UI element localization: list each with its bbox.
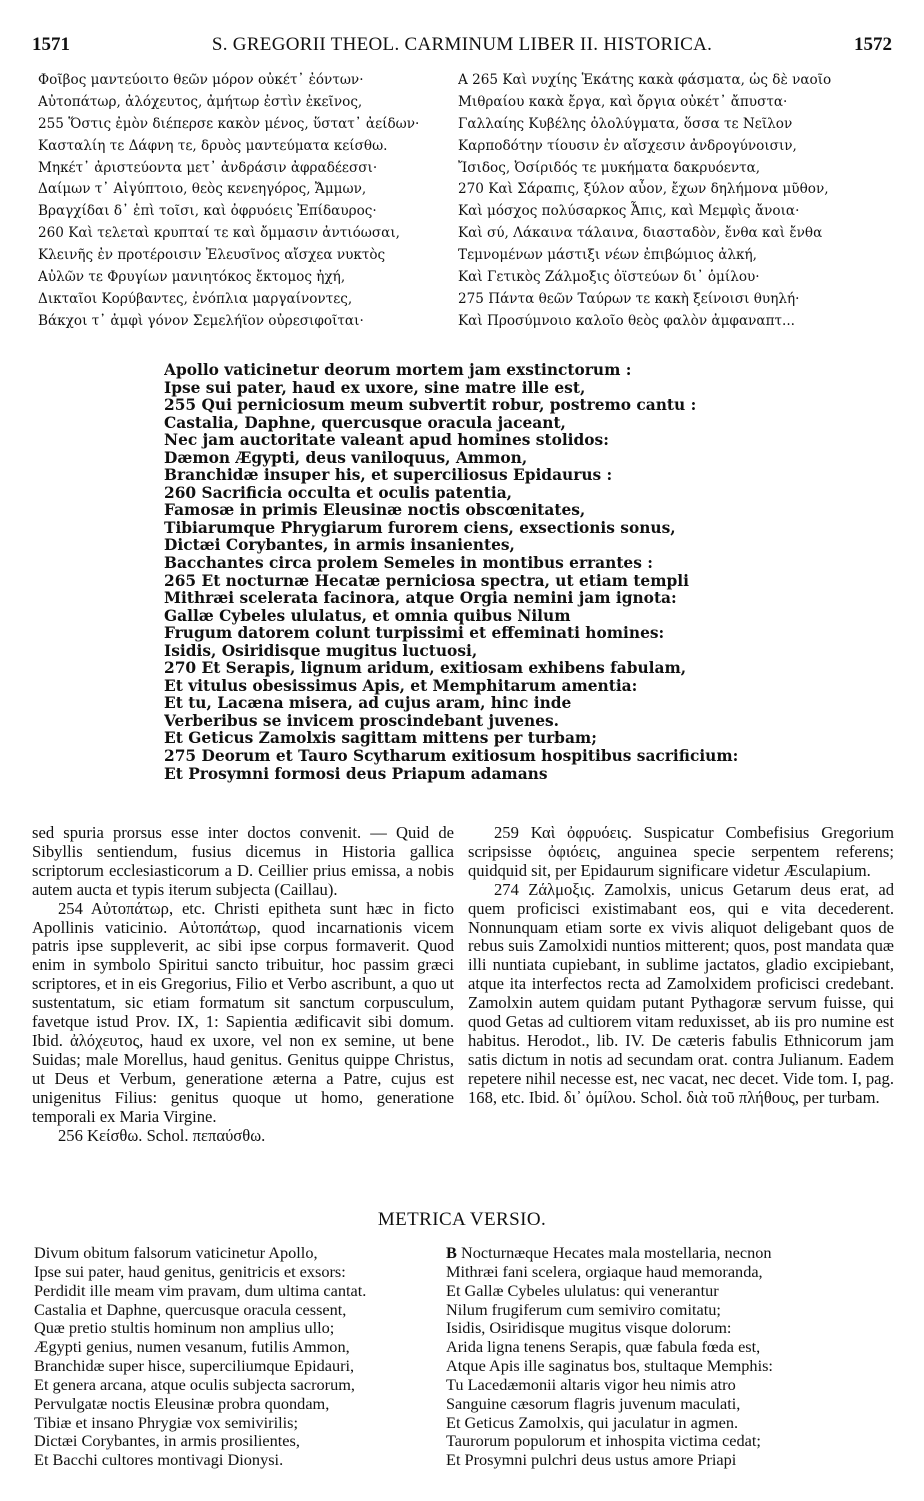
greek-verse-line: Μιθραίου κακὰ ἔργα, καὶ ὄργια οὐκέτ᾽ ἄπυστα· bbox=[458, 93, 788, 110]
translation-line: Castalia, Daphne, quercusque oracula jaceant, bbox=[164, 414, 566, 432]
metrica-line: Et genera arcana, atque oculis subjecta sacrorum, bbox=[34, 1375, 355, 1394]
translation-line: Et Prosymni formosi deus Priapum adamans bbox=[164, 765, 548, 783]
metrica-line: Ægypti genius, numen vesanum, futilis Ammon, bbox=[34, 1338, 350, 1357]
page-number-right: 1572 bbox=[854, 34, 892, 55]
metrica-line: Tibiæ et insano Phrygiæ vox semivirilis; bbox=[34, 1413, 298, 1432]
metrica-versio-heading: METRICA VERSIO. bbox=[377, 1209, 547, 1230]
greek-verse-line: Καὶ Γετικὸς Ζάλμοξις ὀϊστεύων δι᾽ ὁμίλου· bbox=[458, 269, 760, 286]
translation-line: Tibiarumque Phrygiarum furorem ciens, exsectionis sonus, bbox=[164, 519, 676, 537]
translation-line: 255 Qui perniciosum meum subvertit robur, postremo cantu : bbox=[164, 397, 697, 415]
greek-verse-line: Βάκχοι τ᾽ ἀμφὶ γόνον Σεμελήϊον οὐρεσιφοῖται· bbox=[38, 312, 364, 329]
greek-verse-line: Ἴσιδος, Ὀσίριδός τε μυκήματα δακρυόεντα, bbox=[458, 159, 761, 176]
metrica-line: Tu Lacedæmonii altaris vigor heu nimis atro bbox=[446, 1375, 736, 1394]
metrica-line: Et Prosymni pulchri deus ustus amore Priapi bbox=[446, 1451, 737, 1470]
greek-verse-line: Φοῖβος μαντεύοιτο θεῶν μόρον οὐκέτ᾽ ἐόντων· bbox=[38, 72, 364, 88]
translation-line: 265 Et nocturnæ Hecatæ perniciosa spectra, ut etiam templi bbox=[164, 572, 689, 590]
metrica-line: Quæ pretio stultis hominum non amplius ullo; bbox=[34, 1319, 335, 1338]
greek-verse-line: Δικταῖοι Κορύβαντες, ἐνόπλια μαργαίνοντες, bbox=[38, 290, 353, 307]
translation-line: 275 Deorum et Tauro Scytharum exitiosum hospitibus sacrificium: bbox=[164, 748, 739, 766]
note-paragraph: 259 Καὶ ὀφρυόεις. Suspicatur Combefisius Gregorium scripsisse ὀφιόεις, anguinea specie serpentem referens; quidquid sit, per Epidaurum significare videtur Æsculapium. bbox=[468, 823, 894, 880]
greek-verse-line: Κασταλίη τε Δάφνη τε, δρυὸς μαντεύματα κείσθω. bbox=[38, 137, 388, 154]
metrica-line: Divum obitum falsorum vaticinetur Apollo, bbox=[34, 1244, 318, 1262]
metrica-line: Castalia et Daphne, quercusque oracula cessent, bbox=[34, 1300, 347, 1319]
translation-line: Isidis, Osiridisque mugitus luctuosi, bbox=[164, 642, 478, 660]
metrica-line: Ipse sui pater, haud genitus, genitricis et exsors: bbox=[34, 1262, 346, 1281]
note-paragraph: 254 Αὐτοπάτωρ, etc. Christi epitheta sunt hæc in ficto Apollinis vaticinio. Αὐτοπάτωρ, quod incarnationis vicem patris ipse suppleverit, ac sibi ipse corpus formaverit. Quod enim in symbolo Spiritui sancto tribuitur, hoc passim græci scriptores, et in eis Gregorius, Filio et Verbo ascribunt, a quo ut sustentatum, sic etiam formatum sit sanctum corpusculum, favetque istud Prov. IX, 1: Sapientia ædificavit sibi domum. Ibid. ἀλόχευτος, haud ex uxore, vel non ex semine, ut bene Suidas; male Morellus, haud genitus. Genitus quippe Christus, ut Deus et Verbum, generatione æterna a Patre, cujus est unigenitus Filius: genitus quoque ut homo, generatione temporali ex Maria Virgine. bbox=[32, 898, 454, 1126]
translation-line: Verberibus se invicem proscindebant juvenes. bbox=[164, 712, 560, 730]
column-marker: B bbox=[446, 1244, 457, 1262]
translation-line: Famosæ in primis Eleusinæ noctis obscœnitates, bbox=[164, 502, 586, 520]
metrica-column-left bbox=[34, 1244, 444, 1470]
greek-verse-line: Αὐτοπάτωρ, ἀλόχευτος, ἀμήτωρ ἐστὶν ἐκεῖνος, bbox=[38, 93, 363, 110]
greek-verse-line: Γαλλαίης Κυβέλης ὀλολύγματα, ὅσσα τε Νεῖλον bbox=[458, 115, 793, 132]
greek-verse-line: Βραγχίδαι δ᾽ ἐπὶ τοῖσι, καὶ ὀφρυόεις Ἐπίδαυρος· bbox=[38, 203, 377, 220]
translation-line: Bacchantes circa prolem Semeles in montibus errantes : bbox=[164, 555, 653, 573]
metrica-line: Isidis, Osiridisque mugitus visque dolorum: bbox=[446, 1319, 732, 1338]
note-paragraph: 256 Κείσθω. Schol. πεπαύσθω. bbox=[58, 1125, 266, 1145]
note-paragraph: 274 Ζάλμοξις. Zamolxis, unicus Getarum deus erat, ad quem proficisci existimabant eos, qui e vita decederent. Nonnunquam etiam sorte ex vivis aliquot deligebant quos de rebus suis Zamolxidi nuntios mitterent; quos, post mandata quæ illi nuntiata cupiebant, in sublime jactatos, gladio excipiebant, atque ita interfectos recta ad Zamolxidem proficisci credebant. Zamolxin autem quidam putant Pythagoræ servum fuisse, qui quod Getas ad cultiorem vitam reduxisset, ab iis pro numine est habitus. Herodot., lib. IV. De cæteris fabulis Ethnicorum jam satis dictum in notis ad secundam orat. contra Julianum. Eadem repetere nihil necesse est, nec vacat, nec decet. Vide tom. I, pag. 168, etc. Ibid. δι᾽ ὁμίλου. Schol. διὰ τοῦ πλήθους, per turbam. bbox=[468, 879, 894, 1107]
page-header bbox=[32, 34, 892, 56]
greek-verse-line: Αὐλῶν τε Φρυγίων μανιητόκος ἔκτομος ἠχή, bbox=[38, 269, 346, 286]
metrica-line: Perdidit ille meam vim pravam, dum ultima cantat. bbox=[34, 1281, 367, 1300]
translation-line: Et Geticus Zamolxis sagittam mittens per turbam; bbox=[164, 730, 597, 748]
greek-verse-line: 275 Πάντα θεῶν Ταύρων τε κακὴ ξείνοισι θυηλή· bbox=[458, 290, 800, 307]
metrica-line: Et Gallæ Cybeles ululatus: qui venerantur bbox=[446, 1281, 719, 1300]
metrica-line: Taurorum populorum et inhospita victima cedat; bbox=[446, 1432, 761, 1451]
notes-column-left bbox=[32, 824, 454, 1145]
translation-line: Et tu, Lacæna misera, ad cujus aram, hinc inde bbox=[164, 695, 572, 713]
translation-line: 270 Et Serapis, lignum aridum, exitiosam exhibens fabulam, bbox=[164, 660, 687, 678]
metrica-line: Sanguine cæsorum flagris juvenum maculati, bbox=[446, 1394, 741, 1413]
metrica-line-text: Nocturnæque Hecates mala mostellaria, necnon bbox=[460, 1244, 772, 1262]
greek-verse-line: 270 Καὶ Σάραπις, ξύλον αὖον, ἔχων δηλήμονα μῦθον, bbox=[458, 181, 829, 198]
metrica-line: Nilum frugiferum cum semiviro comitatu; bbox=[446, 1300, 721, 1319]
translation-line: Dictæi Corybantes, in armis insanientes, bbox=[164, 537, 515, 555]
greek-verse-line: Καὶ μόσχος πολύσαρκος Ἆπις, καὶ Μεμφὶς ἄνοια· bbox=[458, 203, 800, 220]
metrica-line: Atque Apis ille saginatus bos, stultaque Memphis: bbox=[446, 1357, 773, 1376]
greek-verse-line: Κλεινῆς ἐν προτέροισιν Ἐλευσῖνος αἴσχεα νυκτὸς bbox=[38, 247, 386, 264]
greek-verse-line: Δαίμων τ᾽ Αἰγύπτοιο, θεὸς κενεηγόρος, Ἄμμων, bbox=[38, 181, 367, 198]
metrica-line: Branchidæ super hisce, superciliumque Epidauri, bbox=[34, 1357, 355, 1376]
note-paragraph: sed spuria prorsus esse inter doctos convenit. — Quid de Sibyllis sentiendum, fusius dicemus in Historia gallica scriptorum ecclesiasticorum a D. Ceillier prius emissa, a nobis autem aucta et typis iterum subjecta (Caillau). bbox=[32, 823, 454, 899]
translation-line: Nec jam auctoritate valeant apud homines stolidos: bbox=[164, 432, 609, 450]
greek-verse-line: A 265 Καὶ νυχίης Ἑκάτης κακὰ φάσματα, ὡς δὲ ναοῖο bbox=[458, 72, 832, 88]
translation-line: Ipse sui pater, haud ex uxore, sine matre ille est, bbox=[164, 379, 586, 397]
greek-verse-column-left bbox=[38, 70, 456, 333]
greek-verse-column-right bbox=[458, 70, 898, 333]
translation-line: Et vitulus obesissimus Apis, et Memphitarum amentia: bbox=[164, 677, 638, 695]
metrica-line: Dictæi Corybantes, in armis prosilientes, bbox=[34, 1432, 300, 1451]
translation-line: Dæmon Ægypti, deus vaniloquus, Ammon, bbox=[164, 449, 528, 467]
latin-translation-block bbox=[164, 362, 764, 783]
greek-verse-line: Καὶ σύ, Λάκαινα τάλαινα, διασταδὸν, ἔνθα καὶ ἔνθα bbox=[458, 225, 823, 242]
translation-line: Frugum datorem colunt turpissimi et effeminati homines: bbox=[164, 625, 665, 643]
page-number-left: 1571 bbox=[32, 34, 70, 55]
metrica-line: Arida ligna tenens Serapis, quæ fabula fœda est, bbox=[446, 1338, 761, 1357]
notes-column-right bbox=[468, 824, 894, 1108]
metrica-line-first bbox=[446, 1244, 898, 1263]
greek-verse-line: 260 Καὶ τελεταὶ κρυπταί τε καὶ ὄμμασιν ἀντιόωσαι, bbox=[38, 225, 400, 242]
translation-line: Apollo vaticinetur deorum mortem jam exstinctorum : bbox=[164, 362, 632, 379]
metrica-line: Mithræi fani scelera, orgiaque haud memoranda, bbox=[446, 1262, 763, 1281]
metrica-line: Et Geticus Zamolxis, qui jaculatur in agmen. bbox=[446, 1413, 739, 1432]
running-title: S. GREGORII THEOL. CARMINUM LIBER II. HISTORICA. bbox=[211, 34, 713, 55]
greek-verse-line: Μηκέτ᾽ ἀριστεύοντα μετ᾽ ἀνδράσιν ἀφραδέεσσι· bbox=[38, 159, 378, 176]
greek-verse-line: Τεμνομένων μάστιξι νέων ἐπιβώμιος ἀλκή, bbox=[458, 247, 758, 264]
translation-line: 260 Sacrificia occulta et oculis patentia, bbox=[164, 484, 513, 502]
greek-verse-line: Καὶ Προσύμνοιο καλοῖο θεὸς φαλὸν ἀμφαναπτ... bbox=[458, 312, 795, 329]
metrica-column-right bbox=[446, 1244, 898, 1470]
metrica-line: Et Bacchi cultores montivagi Dionysi. bbox=[34, 1451, 284, 1470]
translation-line: Branchidæ insuper his, et superciliosus Epidaurus : bbox=[164, 467, 613, 485]
translation-line: Gallæ Cybeles ululatus, et omnia quibus Nilum bbox=[164, 607, 571, 625]
greek-verse-line: 255 Ὅστις ἐμὸν διέπερσε κακὸν μένος, ὕστατ᾽ ἀείδων· bbox=[38, 115, 420, 132]
translation-line: Mithræi scelerata facinora, atque Orgia nemini jam ignota: bbox=[164, 590, 677, 608]
metrica-line: Pervulgatæ noctis Eleusinæ probra quondam, bbox=[34, 1394, 330, 1413]
greek-verse-line: Καρποδότην τίουσιν ἐν αἴσχεσιν ἀνδρογύνοισιν, bbox=[458, 137, 797, 154]
